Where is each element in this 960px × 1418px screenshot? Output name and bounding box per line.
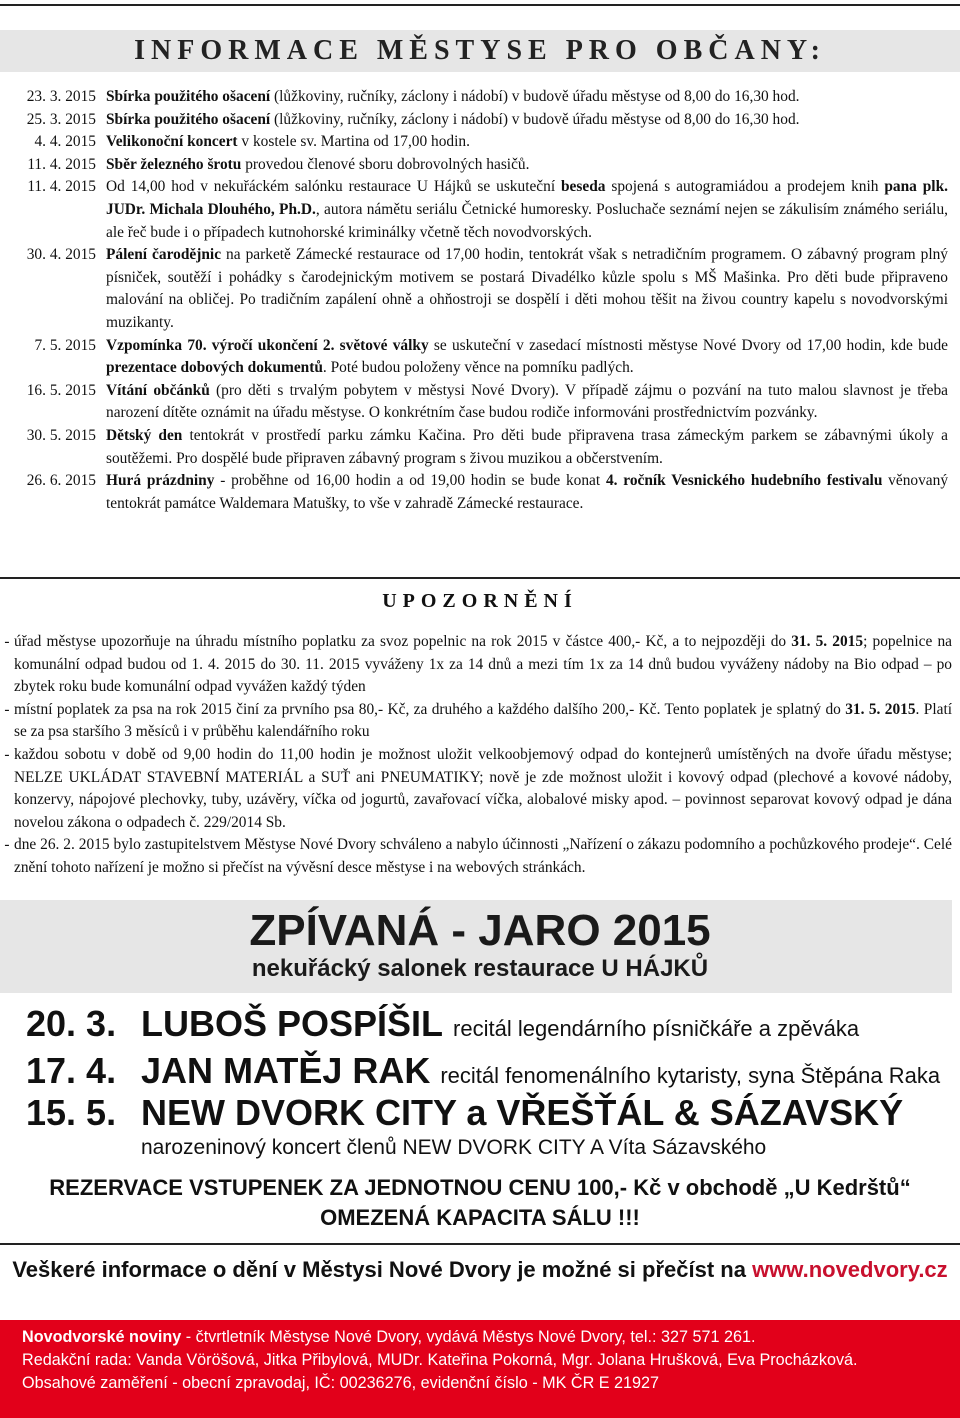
- notice-dash: -: [4, 633, 10, 650]
- text-bold: pana plk. JUDr. Michala Dlouhého, Ph.D.: [106, 178, 948, 218]
- footer: [0, 1320, 960, 1418]
- website-link[interactable]: www.novedvory.cz: [752, 1257, 948, 1282]
- event-date: 4. 4. 2015: [34, 133, 96, 151]
- top-rule: [0, 4, 960, 6]
- text-run: , autora námětu seriálu Četnické humoresky. Posluchače seznámí nejen se zákulisím známého seriálu, ale řeč bude i o případech kutnohorské kriminálky včetně těch novodvorských.: [106, 200, 948, 241]
- event-date: 11. 4. 2015: [27, 178, 96, 196]
- text-run: (lůžkoviny, ručníky, záclony i nádobí) v budově úřadu městyse od 8,00 do 16,30 hod.: [270, 110, 800, 128]
- notice-item: [0, 699, 960, 744]
- text-bold: Vzpomínka 70. výročí ukončení 2. světové války: [106, 336, 429, 354]
- notice-title: UPOZORNĚNÍ: [382, 590, 578, 612]
- text-bold: 31. 5. 2015: [845, 700, 916, 718]
- notice-dash: -: [4, 745, 10, 763]
- text-bold: Sbírka použitého ošacení: [106, 88, 271, 105]
- text-run: každou sobotu v době od 9,00 hodin do 11,00 hodin je možnost uložit velkoobjemový odpad do kontejnerů umístěných na dvoře úřadu městyse; NELZE UKLÁDAT STAVEBNÍ MATERIÁL a SUŤ ani PNEUMATIKY; nově je zde možnost uložit i kovový odpad (plechové a kovové nádoby, konzervy, nápojové plechovky, tuby, uzávěry, víčka od jogurtů, zavařovací víčka, alobalové misky apod. – povinnost separovat kovový odpad je dána novelou zákona o odpadech č. 229/2014 Sb.: [14, 745, 952, 831]
- text-run: v kostele sv. Martina od 17,00 hodin.: [237, 133, 470, 151]
- concert-performer: JAN MATĚJ RAK: [141, 1050, 431, 1091]
- publication-name: Novodvorské noviny: [22, 1328, 182, 1346]
- text-run: (lůžkoviny, ručníky, záclony i nádobí) v budově úřadu městyse od 8,00 do 16,30 hod.: [270, 88, 800, 105]
- concert-performer: NEW DVORK CITY a VŘEŠŤÁL & SÁZAVSKÝ: [141, 1092, 904, 1133]
- text-run: na parketě Zámecké restaurace od 17,00 hodin, tentokrát však s netradičním programem. O zábavný program plný písniček, soutěží i pohádky s čarodejnickým motivem se postará Divadélko kůzle spolu s MŠ Mašinka. Pro děti bude připraveno malování na obličej. Po tradičním zapálení ohně a ohňostroji se dospělí i děti mohou těšit na živou country kapelu s novodvorskými muzikanty.: [106, 246, 948, 331]
- text-bold: Sbírka použitého ošacení: [106, 110, 271, 128]
- text-bold: Sběr železného šrotu: [106, 155, 242, 173]
- notice-dash: -: [4, 700, 10, 718]
- event-text: [106, 380, 948, 425]
- event-text: [106, 335, 948, 380]
- concert-date: 17. 4.: [26, 1050, 117, 1091]
- concert-description: recitál legendárního písničkáře a zpěváka: [453, 1016, 860, 1041]
- event-text: [106, 244, 948, 334]
- event-row: [0, 154, 960, 177]
- notice-text: [14, 834, 952, 879]
- text-bold: Pálení čarodějnic: [106, 246, 222, 264]
- event-text: [106, 425, 948, 470]
- text-run: tentokrát v prostředí parku zámku Kačina. Pro děti bude připravena trasa zámeckým parkem se zábavnými úkoly a soutěžemi. Pro dospělé bude připraven zábavný program s živou muzikou a občerstvením.: [106, 426, 948, 467]
- concert-row: [26, 1050, 940, 1092]
- event-text: [106, 176, 948, 244]
- event-date: 23. 3. 2015: [26, 88, 96, 105]
- event-row: [0, 244, 960, 334]
- text-run: provedou členové sboru dobrovolných hasičů.: [241, 155, 530, 173]
- text-run: místní poplatek za psa na rok 2015 činí za prvního psa 80,- Kč, za druhého a každého dalšího 200,- Kč. Tento poplatek je splatný do: [14, 700, 846, 718]
- notice-text: [14, 744, 952, 834]
- info-line: [0, 1257, 960, 1283]
- event-text: [106, 131, 948, 154]
- notice-item: [0, 631, 960, 699]
- event-row: [0, 380, 960, 425]
- concert-performer: LUBOŠ POSPÍŠIL: [141, 1003, 444, 1044]
- zpivana-title: ZPÍVANÁ - JARO 2015: [249, 906, 711, 955]
- text-run: dne 26. 2. 2015 bylo zastupitelstvem Městyse Nové Dvory schváleno a nabylo účinnosti „Nařízení o zákazu podomního a pochůzkového prodeje“. Celé znění tohoto nařízení je možno si přečíst na vývěsní desce městyse i na webových stránkách.: [14, 836, 952, 876]
- text-bold: Dětský den: [106, 426, 183, 444]
- text-bold: Hurá prázdniny: [106, 472, 215, 490]
- footer-publisher: - čtvrtletník Městyse Nové Dvory, vydává Městys Nové Dvory, tel.: 327 571 261.: [181, 1328, 756, 1346]
- event-row: [0, 86, 960, 109]
- text-run: ; popelnice na komunální odpad budou od 1. 4. 2015 do 30. 11. 2015 vyváženy 1x za 14 dnů a mezi tím 1x za 14 dnů budou vyváženy nádoby na Bio odpad – po zbytek roku bude komunální odpad vyvážen každý týden: [14, 633, 952, 696]
- event-row: [0, 131, 960, 154]
- event-text: [106, 86, 948, 109]
- event-date: 16. 5. 2015: [26, 381, 96, 399]
- text-bold: beseda: [561, 178, 606, 196]
- text-run: (pro děti s trvalým pobytem v městysi Nové Dvory). V případě zájmu o pozvání na tuto malou slavnost je třeba narození dítěte oznámit na úřadu městyse. O konkrétním čase budou rodiče informováni prostřednictvím pozvánky.: [106, 381, 948, 422]
- event-date: 7. 5. 2015: [34, 336, 96, 354]
- text-bold: Velikonoční koncert: [106, 133, 238, 151]
- text-run: . Platí se za psa staršího 3 měsíců i v průběhu kalendářního roku: [14, 700, 952, 741]
- footer-line-3: Obsahové zaměření - obecní zpravodaj, IČ: 00236276, evidenční číslo - MK ČR E 21927: [22, 1374, 660, 1392]
- reservation-notice: [0, 1173, 960, 1233]
- concert-date: 20. 3.: [26, 1003, 117, 1044]
- concert-subtitle: narozeninový koncert členů NEW DVORK CITY A Víta Sázavského: [141, 1136, 767, 1159]
- text-bold: prezentace dobových dokumentů: [106, 359, 323, 377]
- footer-line-1: [22, 1326, 960, 1349]
- event-text: [106, 470, 948, 515]
- event-date: 30. 4. 2015: [26, 246, 96, 264]
- concert-row: [26, 1003, 859, 1045]
- text-run: spojená s autogramiádou a prodejem knih: [605, 178, 885, 196]
- notice-item: [0, 834, 960, 879]
- text-run: úřad městyse upozorňuje na úhradu místního poplatku za svoz popelnic na rok 2015 v částce 400,- Kč, a to nejpozději do: [14, 633, 792, 650]
- event-row: [0, 176, 960, 244]
- concert-row: [26, 1092, 913, 1134]
- text-run: - proběhne od 16,00 hodin a od 19,00 hodin se bude konat: [214, 472, 606, 490]
- event-row: [0, 109, 960, 132]
- notice-list: [0, 631, 960, 880]
- events-list: [0, 86, 960, 515]
- event-row: [0, 335, 960, 380]
- notice-dash: -: [4, 836, 10, 854]
- section-rule: [0, 577, 960, 579]
- event-row: [0, 425, 960, 470]
- text-run: Od 14,00 hod v nekuřáckém salónku restaurace U Hájků se uskuteční: [106, 178, 561, 196]
- capacity-line: OMEZENÁ KAPACITA SÁLU !!!: [320, 1205, 640, 1230]
- zpivana-subtitle: nekuřácký salonek restaurace U HÁJKŮ: [251, 955, 709, 982]
- concert-date: 15. 5.: [26, 1092, 117, 1133]
- event-row: [0, 470, 960, 515]
- event-text: [106, 109, 948, 132]
- event-date: 26. 6. 2015: [26, 472, 96, 490]
- event-date: 30. 5. 2015: [26, 426, 96, 444]
- info-rule: [0, 1243, 960, 1245]
- text-bold: 4. ročník Vesnického hudebního festivalu: [605, 472, 883, 490]
- reservation-line: REZERVACE VSTUPENEK ZA JEDNOTNOU CENU 100,- Kč v obchodě „U Kedrštů“: [49, 1175, 911, 1200]
- footer-line-2: Redakční rada: Vanda Vöröšová, Jitka Přibylová, MUDr. Kateřina Pokorná, Mgr. Jolana Hrušková, Eva Procházková.: [22, 1351, 858, 1369]
- text-bold: 31. 5. 2015: [791, 633, 864, 650]
- text-run: se uskuteční v zasedací místnosti městyse Nové Dvory od 17,00 hodin, kde bude: [428, 336, 949, 354]
- page-title: INFORMACE MĚSTYSE PRO OBČANY:: [134, 35, 826, 66]
- event-date: 11. 4. 2015: [27, 155, 96, 173]
- info-text: Veškeré informace o dění v Městysi Nové Dvory je možné si přečíst na: [12, 1257, 753, 1282]
- concert-description: recitál fenomenálního kytaristy, syna Štěpána Raka: [440, 1063, 941, 1088]
- text-run: . Poté budou položeny věnce na pomníku padlých.: [322, 359, 634, 377]
- event-text: [106, 154, 948, 177]
- notice-item: [0, 744, 960, 834]
- text-run: věnovaný tentokrát památce Waldemara Matušky, to vše v zahradě Zámecké restaurace.: [106, 472, 949, 512]
- event-date: 25. 3. 2015: [26, 110, 96, 128]
- notice-text: [14, 631, 952, 699]
- text-bold: Vítání občánků: [106, 381, 210, 399]
- notice-text: [14, 699, 952, 744]
